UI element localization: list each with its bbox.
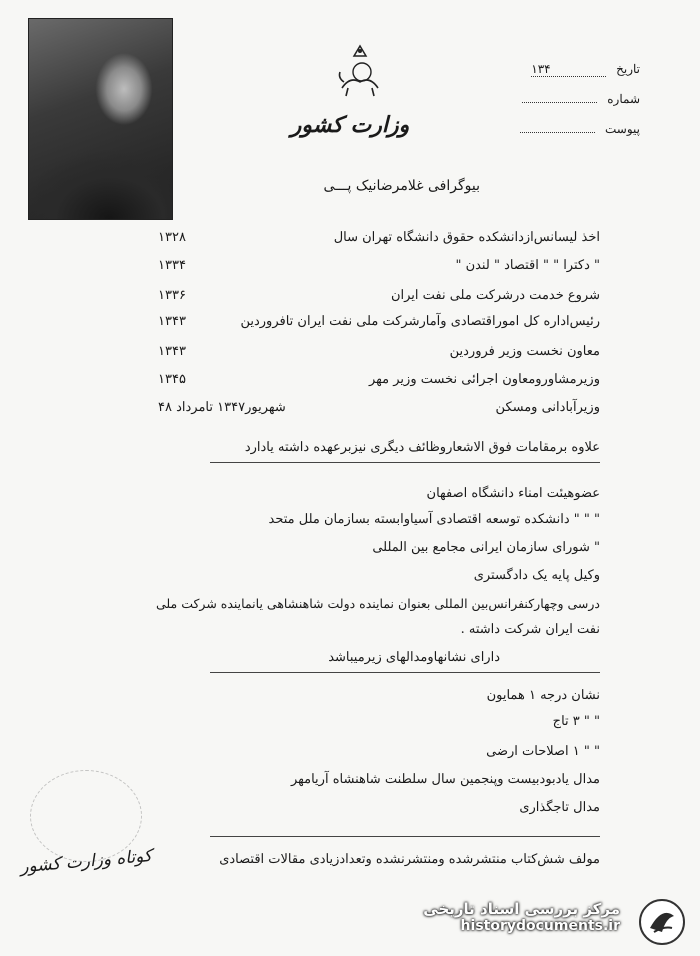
duty-item: " شورای سازمان ایرانی مجامع بین المللی [372, 540, 600, 555]
career-text: وزیرآبادانی ومسکن [495, 400, 600, 415]
ministry-heading: وزارت کشور [290, 112, 410, 138]
date-label: تاریخ [616, 62, 640, 76]
career-text: اخذ لیسانس‌ازدانشکده حقوق دانشگاه تهران سال [333, 230, 600, 245]
divider [210, 836, 600, 837]
lion-and-sun-emblem-icon [330, 42, 390, 102]
career-text: شروع خدمت درشرکت ملی نفت ایران [390, 288, 600, 303]
document-title: بیوگرافی غلامرضانیک پـــی [323, 178, 480, 194]
career-year: ۱۳۴۵ [158, 372, 186, 387]
career-text: معاون نخست وزیر فروردین [449, 344, 600, 359]
career-text: وزیرمشاورومعاون اجرائی نخست وزیر مهر [369, 372, 600, 387]
watermark-name: مرکز بررسی اسناد تاریخی [423, 900, 620, 918]
divider [210, 462, 600, 463]
medal-item: نشان درجه ۱ همایون [486, 688, 600, 703]
attachment-field [520, 122, 640, 136]
handwritten-signature: کوتاه وزارت کشور [19, 845, 153, 878]
medal-item: " " ۳ تاج [552, 714, 600, 729]
medal-item: " " ۱ اصلاحات ارضی [486, 744, 600, 759]
section-heading: علاوه برمقامات فوق الاشعاروظائف دیگری نیزبرعهده داشته یادارد [244, 440, 600, 455]
duty-item: وکیل پایه یک دادگستری [473, 568, 600, 583]
portrait-photo [28, 18, 173, 220]
duty-item: عضوهیئت امناء دانشگاه اصفهان [426, 486, 600, 501]
date-field [531, 62, 640, 77]
career-year: شهریور۱۳۴۷ تامرداد ۴۸ [158, 400, 286, 415]
career-year: ۱۳۳۶ [158, 288, 186, 303]
career-text: " دکترا " " اقتصاد " لندن " [455, 258, 600, 273]
archive-logo-icon [638, 898, 686, 946]
duty-item: " " " دانشکده توسعه اقتصادی آسیاوابسته بسازمان ملل متحد [268, 512, 600, 527]
section-heading: دارای نشانهاومدالهای زیرمیباشد [328, 650, 500, 665]
medal-item: مدال تاجگذاری [519, 800, 600, 815]
number-field [522, 92, 640, 106]
duty-item: نفت ایران شرکت داشته . [460, 622, 600, 637]
attachment-label: پیوست [605, 122, 640, 136]
watermark-url: historydocuments.ir [460, 918, 620, 934]
watermark-text [423, 900, 620, 934]
date-value: ۱۳۴ [531, 62, 606, 77]
medal-item: مدال یادبودبیست وپنجمین سال سلطنت شاهنشاه آریامهر [290, 772, 600, 787]
duty-item: درسی وچهارکنفرانس‌بین المللی بعنوان نماینده دولت شاهنشاهی یانماینده شرکت ملی [155, 596, 600, 611]
divider [210, 672, 600, 673]
career-year: ۱۳۳۴ [158, 258, 186, 273]
footer-note: مولف شش‌کتاب منتشرشده ومنتشرنشده وتعدادزیادی مقالات اقتصادی [219, 852, 600, 867]
number-label: شماره [607, 92, 640, 106]
career-year: ۱۳۴۳ [158, 344, 186, 359]
career-year: ۱۳۲۸ [158, 230, 186, 245]
career-year: ۱۳۴۳ [158, 314, 186, 329]
career-text: رئیس‌اداره کل اموراقتصادی وآمارشرکت ملی نفت ایران تافروردین [240, 314, 600, 329]
